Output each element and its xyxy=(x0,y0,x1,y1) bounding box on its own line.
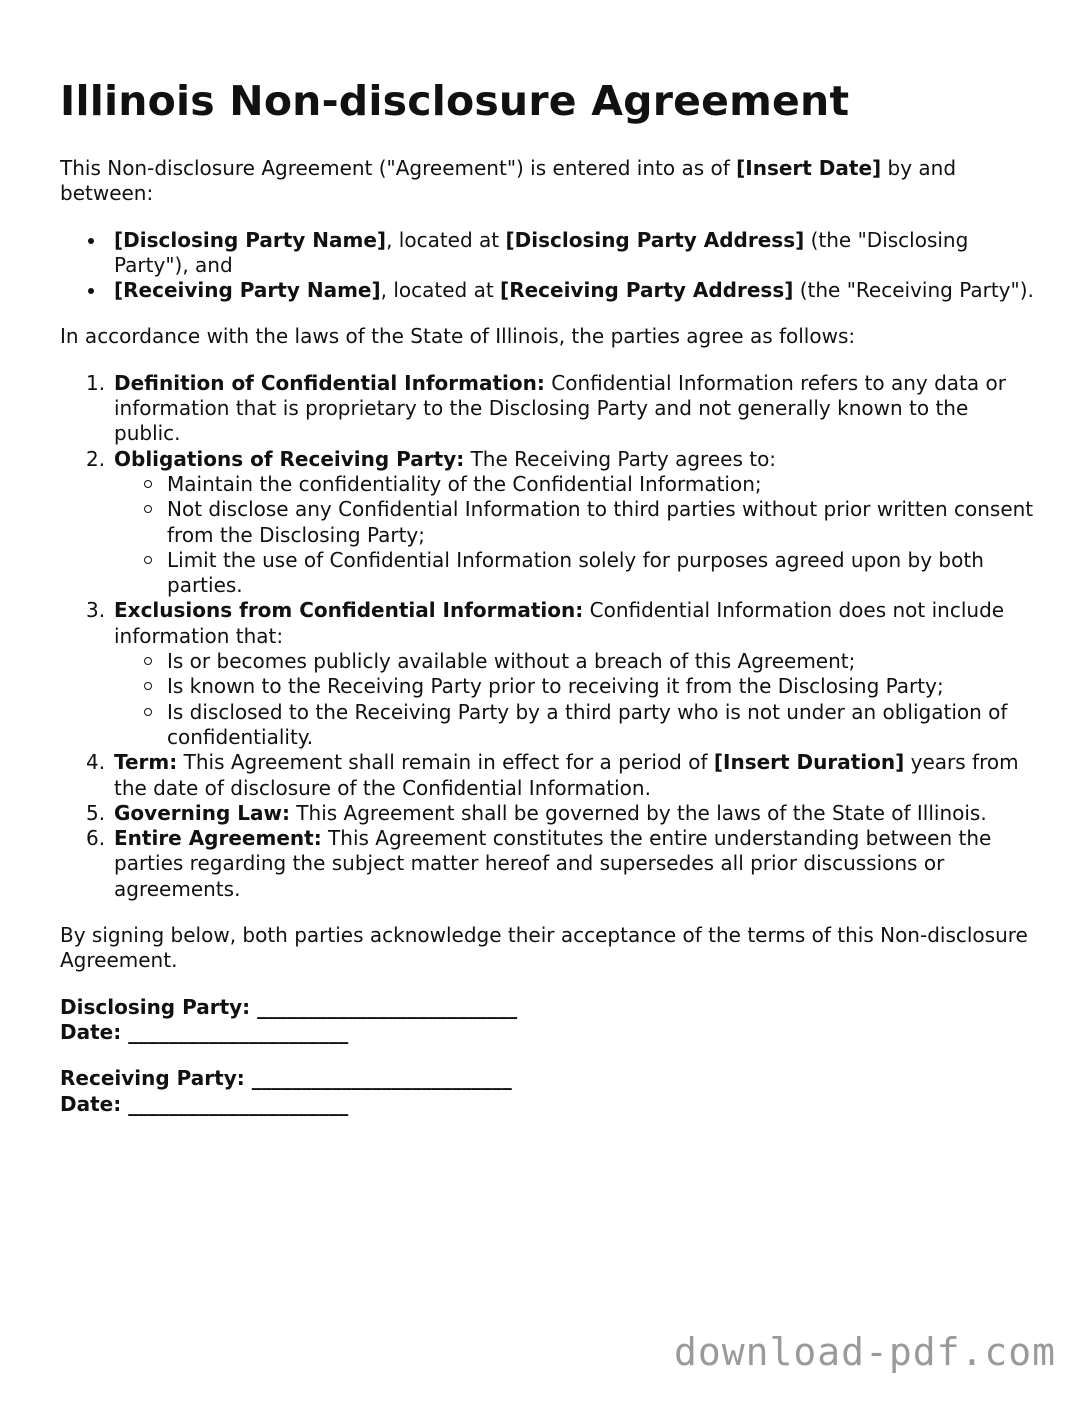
signature-blank: __________________________ xyxy=(251,1066,512,1091)
signature-date-label: Date: xyxy=(60,1091,129,1116)
intro-paragraph xyxy=(60,156,1035,207)
term-heading: Term: xyxy=(114,750,178,775)
term-number: 4. xyxy=(86,750,106,775)
exclusions-sublist xyxy=(114,649,1035,750)
date-placeholder: [Insert Date] xyxy=(736,156,882,180)
sub-item: Is known to the Receiving Party prior to receiving it from the Disclosing Party; xyxy=(167,674,1035,699)
intro-text-before: This Non-disclosure Agreement ("Agreement") is entered into as of xyxy=(60,156,737,180)
sub-item: Maintain the confidentiality of the Confidential Information; xyxy=(167,472,1035,497)
term-heading: Obligations of Receiving Party: xyxy=(114,446,465,471)
signature-blank: __________________________ xyxy=(257,994,518,1019)
party-address: [Receiving Party Address] xyxy=(500,278,794,303)
term-item-exclusions xyxy=(86,598,1035,750)
term-item-definition xyxy=(86,370,1035,447)
term-text: Confidential Information refers to any data or information that is proprietary to the Disclosing Party and not generally known to the public. xyxy=(114,370,1006,446)
sub-item: Limit the use of Confidential Information solely for purposes agreed upon by both parties. xyxy=(167,548,1035,599)
duration-placeholder: [Insert Duration] xyxy=(713,750,905,775)
date-blank: ______________________ xyxy=(128,1019,349,1044)
term-number: 5. xyxy=(86,800,106,825)
term-text: The Receiving Party agrees to: xyxy=(464,446,777,471)
document-page xyxy=(60,72,1035,1138)
document-title: Illinois Non-disclosure Agreement xyxy=(60,77,850,125)
sub-item: Not disclose any Confidential Information to third parties without prior written consent from the Disclosing Party; xyxy=(167,497,1034,547)
date-blank: ______________________ xyxy=(128,1091,349,1116)
signature-block-receiving xyxy=(60,1066,1035,1117)
party-suffix: (the "Receiving Party"). xyxy=(793,278,1034,303)
terms-list xyxy=(60,371,1035,902)
term-text: This Agreement shall be governed by the laws of the State of Illinois. xyxy=(289,800,987,825)
signature-party-line[interactable] xyxy=(60,995,1035,1020)
watermark-text: download-pdf.com xyxy=(673,1330,1056,1374)
intro-text-after: by and between: xyxy=(60,156,957,206)
term-text-before: This Agreement shall remain in effect for a period of xyxy=(177,750,714,775)
term-number: 6. xyxy=(86,826,106,851)
party-mid: , located at xyxy=(380,278,501,303)
term-number: 1. xyxy=(86,370,106,395)
signature-party-label: Disclosing Party: xyxy=(60,994,258,1019)
sub-item: Is or becomes publicly available without a breach of this Agreement; xyxy=(167,649,1035,674)
state-sentence: In accordance with the laws of the State of Illinois, the parties agree as follows: xyxy=(60,324,856,349)
term-item-entire-agreement xyxy=(86,826,1035,902)
term-number: 2. xyxy=(86,446,106,471)
sub-item: Is disclosed to the Receiving Party by a third party who is not under an obligation of confidentiality. xyxy=(167,700,1035,751)
signature-date-line[interactable] xyxy=(60,1092,1035,1117)
signature-block-disclosing xyxy=(60,995,1035,1046)
signature-party-label: Receiving Party: xyxy=(60,1066,252,1091)
party-address: [Disclosing Party Address] xyxy=(505,227,805,252)
term-item-governing-law xyxy=(86,800,1035,826)
term-heading: Exclusions from Confidential Information: xyxy=(114,598,584,623)
party-mid: , located at xyxy=(386,227,506,252)
term-text: Confidential Information does not include information that: xyxy=(114,598,1005,648)
term-heading: Definition of Confidential Information: xyxy=(114,370,545,395)
term-heading: Governing Law: xyxy=(114,800,290,825)
term-number: 3. xyxy=(86,598,106,623)
party-item-receiving xyxy=(114,278,1035,303)
signature-date-line[interactable] xyxy=(60,1020,1035,1045)
party-name: [Receiving Party Name] xyxy=(114,278,381,303)
party-item-disclosing xyxy=(114,228,1035,279)
term-item-obligations xyxy=(86,446,1035,599)
term-text: This Agreement constitutes the entire understanding between the parties regarding the subject matter hereof and supersedes all prior discussions or agreements. xyxy=(114,826,992,901)
term-text-after: years from the date of disclosure of the Confidential Information. xyxy=(114,750,1019,800)
term-heading: Entire Agreement: xyxy=(114,826,322,851)
closing-paragraph: By signing below, both parties acknowledge their acceptance of the terms of this Non-disclosure Agreement. xyxy=(60,923,1028,973)
signature-date-label: Date: xyxy=(60,1019,129,1044)
signature-party-line[interactable] xyxy=(60,1066,1035,1091)
party-name: [Disclosing Party Name] xyxy=(114,227,387,252)
term-item-term xyxy=(86,750,1035,801)
parties-list xyxy=(60,228,1035,304)
party-suffix: (the "Disclosing Party"), and xyxy=(114,227,969,277)
obligations-sublist xyxy=(114,472,1035,598)
